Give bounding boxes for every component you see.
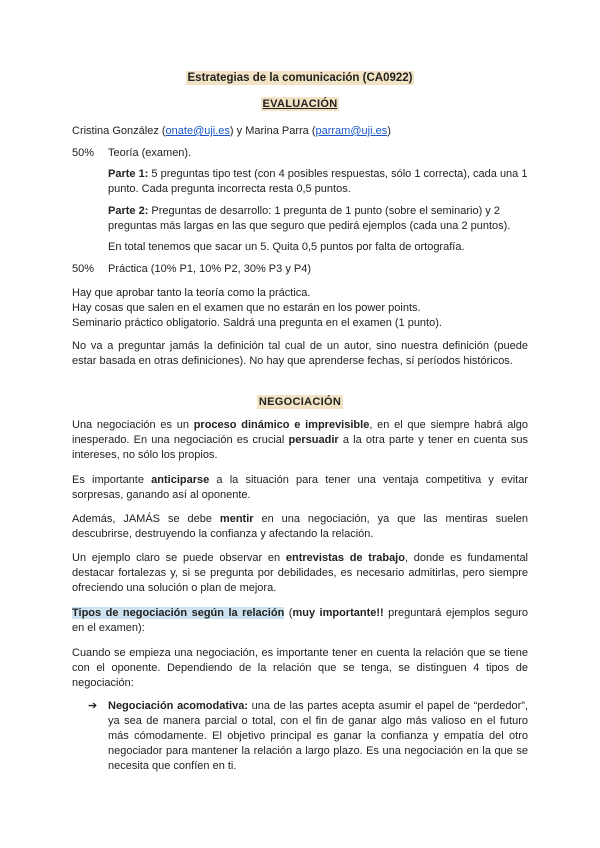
note-line: Seminario práctico obligatorio. Saldrá una pregunta en el examen (1 punto). bbox=[72, 317, 442, 329]
negociacion-heading: NEGOCIACIÓN bbox=[258, 396, 342, 408]
notes-block bbox=[72, 286, 528, 331]
note-line: Hay que aprobar tanto la teoría como la práctica. bbox=[72, 287, 311, 299]
note-line: Hay cosas que salen en el examen que no estarán en los power points. bbox=[72, 302, 421, 314]
arrow-bullet-icon: ➔ bbox=[88, 700, 98, 712]
email-link-onate[interactable]: onate@uji.es bbox=[165, 125, 230, 137]
teoria-percent: 50% bbox=[72, 147, 95, 159]
negociacion-paragraph-5: Tipos de negociación según la relación (muy importante!! preguntará ejemplos seguro en el examen): bbox=[72, 607, 528, 634]
practica-percent: 50% bbox=[72, 263, 95, 275]
total-paragraph: En total tenemos que sacar un 5. Quita 0,5 puntos por falta de ortografía. bbox=[108, 241, 465, 253]
bullet-acomodativa: Negociación acomodativa: una de las partes acepta asumir el papel de “perdedor”, ya sea de manera parcial o total, con el fin de ganar algo más valioso en el futuro más cómodamente. El objetivo principal es ganar la confianza y empatía del otro negociador para mantener la relación a largo plazo. Es una negociación en la que se necesita que confíen en ti. bbox=[108, 700, 528, 772]
teoria-label: Teoría (examen). bbox=[108, 147, 192, 159]
parte1-paragraph: Parte 1: 5 preguntas tipo test (con 4 posibles respuestas, sólo 1 correcta), cada una 1 punto. Cada pregunta incorrecta resta 0,5 puntos. bbox=[108, 168, 528, 195]
negociacion-paragraph-3: Además, JAMÁS se debe mentir en una negociación, ya que las mentiras suelen descubrirse, destruyendo la confianza y afectando la relación. bbox=[72, 513, 528, 540]
parte2-paragraph: Parte 2: Preguntas de desarrollo: 1 pregunta de 1 punto (sobre el seminario) y 2 preguntas más largas en las que seguro que pedirá ejemplos (cada una 2 puntos). bbox=[108, 205, 511, 232]
negociacion-paragraph-2: Es importante anticiparse a la situación para tener una ventaja competitiva y evitar sorpresas, ganando así al oponente. bbox=[72, 474, 528, 501]
email-link-parram[interactable]: parram@uji.es bbox=[315, 125, 388, 137]
note-definiciones: No va a preguntar jamás la definición tal cual de un autor, sino nuestra definición (puede estar basada en otras definiciones). No hay que aprenderse fechas, sí períodos históricos. bbox=[72, 340, 528, 367]
negociacion-paragraph-6: Cuando se empieza una negociación, es importante tener en cuenta la relación que se tiene con el oponente. Dependiendo de la relación que se tenga, se distinguen 4 tipos de negociación: bbox=[72, 647, 528, 689]
practica-label: Práctica (10% P1, 10% P2, 30% P3 y P4) bbox=[108, 263, 311, 275]
negociacion-paragraph-4: Un ejemplo claro se puede observar en entrevistas de trabajo, donde es fundamental destacar fortalezas y, si se pregunta por debilidades, es necesario admitirlas, pero siempre ofreciendo una solución o plan de mejora. bbox=[72, 552, 529, 594]
evaluacion-heading: EVALUACIÓN bbox=[262, 98, 338, 110]
authors-line: Cristina González (onate@uji.es) y Marina Parra (parram@uji.es) bbox=[72, 125, 391, 137]
negociacion-paragraph-1: Una negociación es un proceso dinámico e imprevisible, en el que siempre habrá algo inesperado. En una negociación es crucial persuadir a la otra parte y tener en cuenta sus intereses, no sólo los propios. bbox=[72, 419, 528, 461]
document-title: Estrategias de la comunicación (CA0922) bbox=[187, 72, 413, 84]
